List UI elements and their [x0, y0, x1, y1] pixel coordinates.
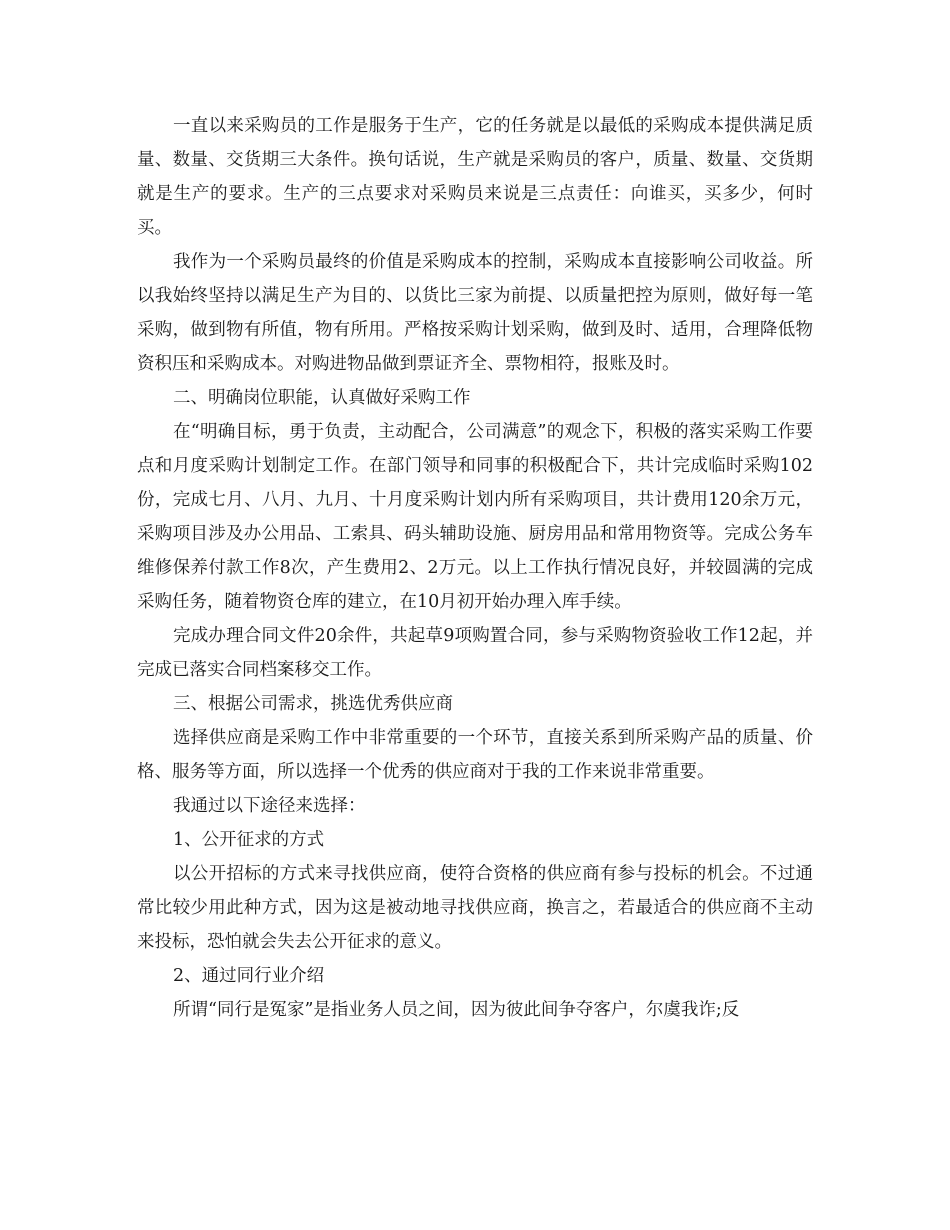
paragraph-industry-referral: 所谓“同行是冤家”是指业务人员之间，因为彼此间争夺客户，尔虞我诈;反 — [173, 1000, 740, 1020]
paragraph-cost-control: 我作为一个采购员最终的价值是采购成本的控制，采购成本直接影响公司收益。所以我始终坚持以满足生产为目的、以货比三家为前提、以质量把控为原则，做好每一笔采购，做到物有所值，物有所用。严格按采购计划采购，做到及时、适用，合理降低物资积压和采购成本。对购进物品做到票证齐全、票物相符，报账及时。 — [137, 252, 813, 374]
subheading-1: 1、公开征求的方式 — [173, 830, 325, 850]
paragraph-procurement-work: 在“明确目标，勇于负责，主动配合，公司满意”的观念下，积极的落实采购工作要点和月度采购计划制定工作。在部门领导和同事的积极配合下，共计完成临时采购102份，完成七月、八月、九月、十月度采购计划内所有采购项目，共计费用120余万元，采购项目涉及办公用品、工索具、码头辅助设施、厨房用品和常用物资等。完成公务车维修保养付款工作8次，产生费用2、2万元。以上工作执行情况良好，并较圆满的完成采购任务，随着物资仓库的建立，在10月初开始办理入库手续。 — [137, 422, 813, 612]
paragraph-contracts: 完成办理合同文件20余件，共起草9项购置合同，参与采购物资验收工作12起，并完成已落实合同档案移交工作。 — [137, 626, 813, 680]
document-body — [137, 109, 813, 1027]
subheading-2: 2、通过同行业介绍 — [173, 966, 325, 986]
paragraph-intro: 一直以来采购员的工作是服务于生产，它的任务就是以最低的采购成本提供满足质量、数量、交货期三大条件。换句话说，生产就是采购员的客户，质量、数量、交货期就是生产的要求。生产的三点要求对采购员来说是三点责任：向谁买，买多少，何时买。 — [137, 116, 813, 238]
paragraph-public-tender: 以公开招标的方式来寻找供应商，使符合资格的供应商有参与投标的机会。不过通常比较少用此种方式，因为这是被动地寻找供应商，换言之，若最适合的供应商不主动来投标，恐怕就会失去公开征求的意义。 — [137, 864, 813, 952]
paragraph-approaches: 我通过以下途径来选择： — [173, 796, 366, 816]
section-heading-2: 二、明确岗位职能，认真做好采购工作 — [173, 388, 471, 408]
paragraph-supplier-selection: 选择供应商是采购工作中非常重要的一个环节，直接关系到所采购产品的质量、价格、服务等方面，所以选择一个优秀的供应商对于我的工作来说非常重要。 — [137, 728, 813, 782]
section-heading-3: 三、根据公司需求，挑选优秀供应商 — [173, 694, 453, 714]
